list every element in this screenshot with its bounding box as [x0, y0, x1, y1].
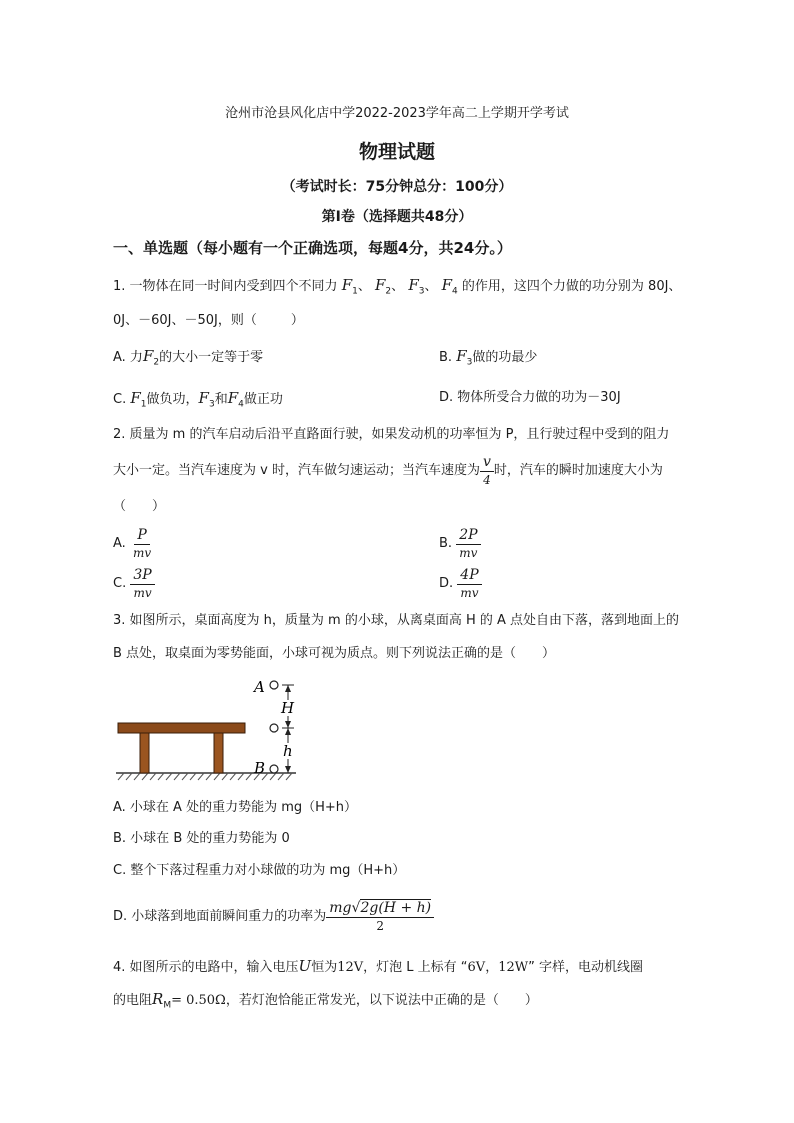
q3-stem-line2: B 点处，取桌面为零势能面，小球可视为质点。则下列说法正确的是（ ） — [113, 646, 556, 661]
q3-option-a: A. 小球在 A 处的重力势能为 mg（H+h） — [113, 800, 358, 815]
sub-2: 2 — [153, 357, 160, 368]
opt-a-post: 的大小一定等于零 — [159, 350, 264, 365]
q3-stem-line1: 3. 如图所示，桌面高度为 h，质量为 m 的小球，从离桌面高 H 的 A 点处自由下落，落到地面上的 — [113, 613, 680, 628]
opt-b-post: 做的功最少 — [472, 350, 538, 365]
opt-c-mid2: 和 — [214, 392, 228, 407]
q4-line1-c: ，灯泡 L 上标有 “ — [363, 960, 468, 975]
force-f3: F — [408, 276, 419, 294]
frac-den: mv — [132, 546, 152, 560]
sub-m: M — [163, 1000, 172, 1011]
frac-num: 4P — [457, 566, 481, 585]
force-f1: F — [130, 389, 141, 407]
label-big-h: H — [281, 699, 295, 717]
frac-num: v — [480, 453, 494, 472]
sub-2: 2 — [385, 286, 392, 297]
opt-letter: D. — [439, 576, 454, 591]
part-title: 第Ⅰ卷（选择题共48分） — [321, 209, 473, 225]
q2-line2-b: 时，汽车的瞬时加速度大小为 — [493, 463, 663, 478]
radicand: 2g(H + h) — [360, 900, 432, 916]
sub-1: 1 — [352, 286, 358, 297]
sub-1: 1 — [140, 399, 147, 410]
value-12v: 12V — [337, 960, 364, 975]
q3-option-c: C. 整个下落过程重力对小球做的功为 mg（H+h） — [113, 863, 406, 878]
school-header: 沧州市沧县风化店中学2022-2023学年高二上学期开学考试 — [225, 106, 569, 121]
fraction-v-over-4 — [480, 453, 494, 488]
q1-stem-line1 — [113, 276, 681, 301]
frac-num: 2P — [456, 526, 480, 545]
q1-option-b — [439, 347, 537, 372]
q2-paren: （ ） — [113, 499, 166, 514]
q4-stem-line2 — [113, 990, 538, 1015]
value-12w: 12W — [498, 960, 529, 975]
sqrt-icon: √ — [351, 900, 361, 916]
frac-den: mv — [460, 586, 479, 600]
q1-option-a — [113, 347, 263, 372]
option-fraction — [130, 526, 154, 561]
power-fraction — [326, 899, 434, 934]
q2-option-b — [439, 525, 481, 563]
table-top — [118, 723, 245, 733]
q2-line2-a: 大小一定。当汽车速度为 v 时，汽车做匀速运动；当汽车速度为 — [113, 463, 480, 478]
opt-letter: C. — [113, 576, 127, 591]
opt-a-pre: A. 力 — [113, 350, 143, 365]
sub-3: 3 — [466, 357, 473, 368]
opt-letter: B. — [439, 536, 453, 551]
symbol-r: R — [152, 990, 164, 1008]
q1-stem-c: 0J、－60J、－50J，则（ — [113, 313, 257, 328]
arrow-down-icon — [285, 721, 291, 728]
table-leg-right — [214, 733, 223, 773]
q2-stem-line1: 2. 质量为 m 的汽车启动后沿平直路面行驶，如果发动机的功率恒为 P，且行驶过程中受到的阻力 — [113, 427, 670, 442]
section-heading: 一、单选题（每小题有一个正确选项，每题4分，共24分。） — [113, 239, 512, 257]
force-f4: F — [441, 276, 453, 294]
q4-line1-a: 4. 如图所示的电路中，输入电压 — [113, 960, 299, 975]
q1-stem-b: 的作用，这四个力做的功分别为 80J、 — [461, 279, 682, 294]
sub-4: 4 — [238, 399, 244, 410]
table-drop-figure — [110, 672, 310, 784]
q4-stem-line1 — [113, 957, 643, 977]
value-6v: 6V — [467, 960, 486, 975]
force-f3: F — [456, 347, 467, 365]
q3-option-d — [113, 896, 434, 938]
frac-num: 3P — [130, 566, 154, 585]
q1-stem-a: 1. 一物体在同一时间内受到四个不同力 — [113, 279, 338, 294]
sub-3: 3 — [208, 399, 215, 410]
opt-letter: A. — [113, 536, 126, 551]
option-fraction — [457, 566, 481, 601]
option-fraction — [456, 526, 480, 561]
option-fraction — [130, 566, 154, 601]
force-f3: F — [198, 389, 209, 407]
ball-at-a — [270, 681, 278, 689]
num-mg: mg — [329, 900, 352, 916]
q4-line1-b: 恒为 — [311, 960, 338, 975]
ball-at-table-level — [270, 724, 278, 732]
opt-c-post: 做正功 — [243, 392, 283, 407]
frac-den: 4 — [483, 473, 491, 487]
symbol-u: U — [298, 957, 312, 975]
opt-b-pre: B. — [439, 350, 453, 365]
label-small-h: h — [283, 742, 293, 760]
frac-num: P — [134, 526, 149, 545]
sep: 、 — [424, 279, 438, 294]
q4-line1-g: ” 字样，电动机线圈 — [528, 960, 643, 975]
q1-option-c — [113, 389, 283, 414]
frac-den: mv — [459, 546, 478, 560]
frac-den: 2 — [376, 919, 385, 933]
sep: 、 — [357, 279, 371, 294]
ground-hatch — [118, 773, 292, 780]
page-title: 物理试题 — [358, 141, 435, 163]
arrow-down-icon — [285, 766, 291, 773]
exam-info: （考试时长：75分钟总分：100分） — [281, 179, 513, 195]
q2-option-a — [113, 525, 154, 563]
ball-at-b — [270, 765, 278, 773]
value-resistance: = 0.50Ω — [171, 993, 226, 1008]
q4-line2-b: ，若灯泡恰能正常发光，以下说法中正确的是（ ） — [225, 993, 538, 1008]
arrow-up-icon — [285, 728, 291, 735]
frac-den: mv — [133, 586, 152, 600]
opt-c-mid1: 做负功， — [146, 392, 199, 407]
q1-stem-line2 — [113, 312, 304, 330]
opt-c-pre: C. — [113, 392, 127, 407]
label-a: A — [254, 678, 265, 696]
q2-stem-line2 — [113, 452, 663, 490]
force-f2: F — [142, 347, 154, 365]
table-leg-left — [140, 733, 149, 773]
q2-option-c — [113, 565, 155, 603]
sub-4: 4 — [452, 286, 458, 297]
q2-option-d — [439, 565, 482, 603]
arrow-up-icon — [285, 685, 291, 692]
force-f1: F — [341, 276, 353, 294]
sub-3: 3 — [418, 286, 425, 297]
q1-option-d: D. 物体所受合力做的功为－30J — [439, 390, 621, 405]
force-f2: F — [375, 276, 386, 294]
frac-num — [326, 899, 434, 918]
sep: 、 — [391, 279, 405, 294]
opt-d-pre: D. 小球落到地面前瞬间重力的功率为 — [113, 909, 327, 924]
q4-line1-e: ， — [485, 960, 499, 975]
paren-close: ） — [290, 313, 304, 328]
q4-line2-a: 的电阻 — [113, 993, 153, 1008]
label-b: B — [254, 759, 266, 777]
force-f4: F — [227, 389, 239, 407]
q3-option-b: B. 小球在 B 处的重力势能为 0 — [113, 831, 290, 846]
